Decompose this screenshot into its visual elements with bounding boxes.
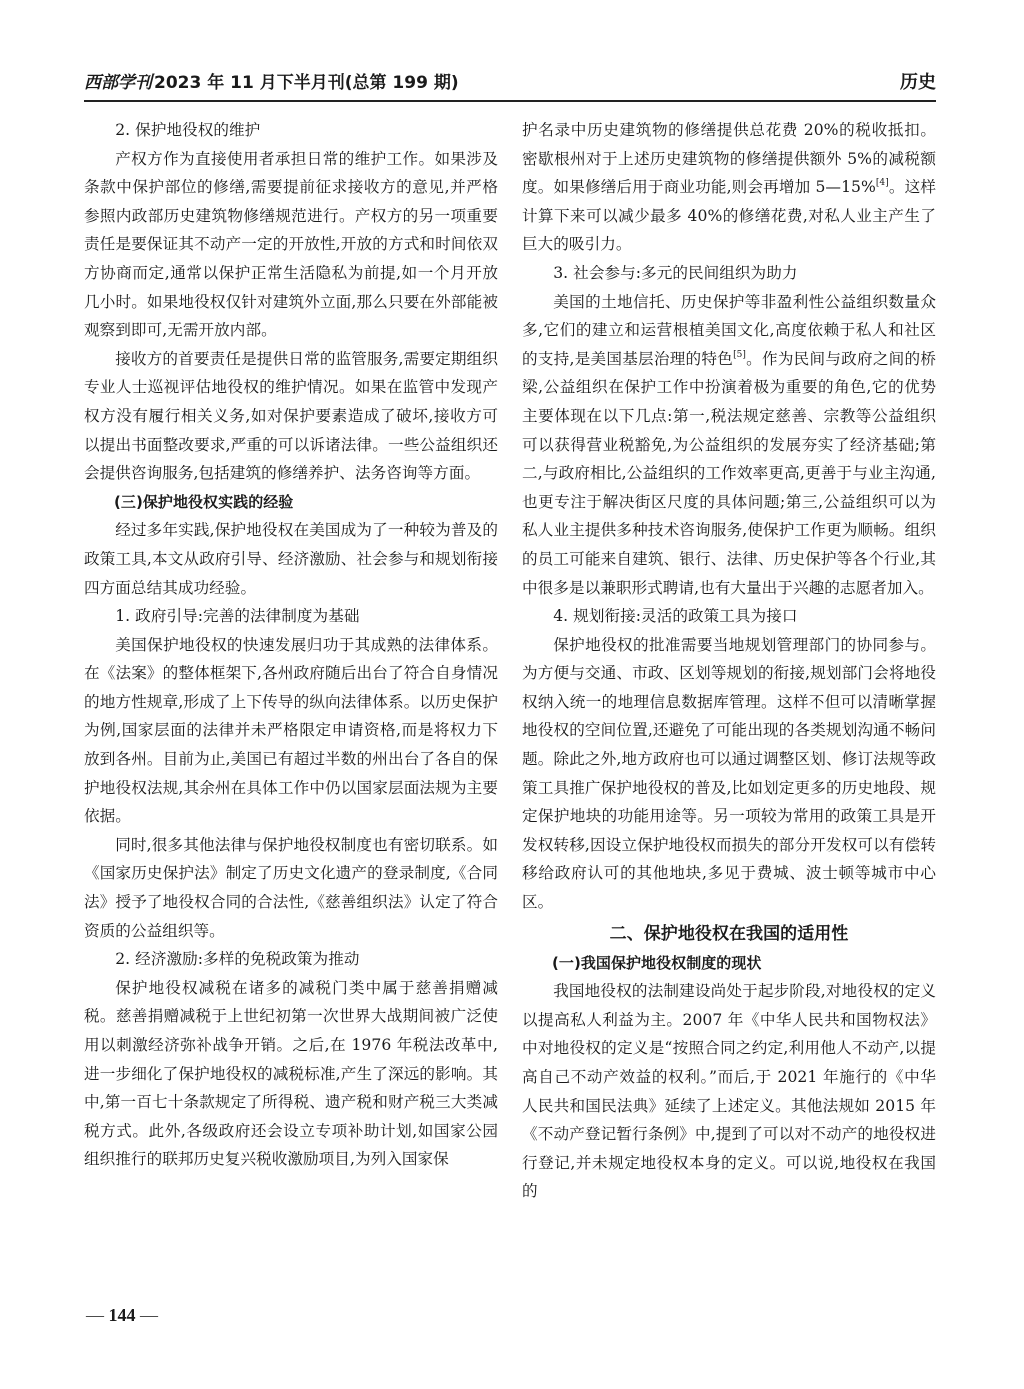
paragraph-text: 产权方作为直接使用者承担日常的维护工作。如果涉及条款中保护部位的修缮,需要提前征求接收方的意见,并严格参照内政部历史建筑物修缮规范进行。产权方的另一项重要责任是要保证其不动产一定的开放性,开放的方式和时间依双方协商而定,通常以保护正常生活隐私为前提,如一个月开放几小时。如果地役权仅针对建筑外立面,那么只要在外部能被观察到即可,无需开放内部。: [84, 149, 498, 340]
paragraph-text: 我国地役权的法制建设尚处于起步阶段,对地役权的定义以提高私人利益为主。2007 年《中华人民共和国物权法》中对地役权的定义是“按照合同之约定,利用他人不动产,以提高自己不动产效益的权利。”而后,于 2021 年施行的《中华人民共和国民法典》延续了上述定义。其他法规如 2015 年《不动产登记暂行条例》中,提到了可以对不动产的地役权进行登记,并未规定地役权本身的定义。可以说,地役权在我国的: [522, 982, 936, 1201]
sub-subsection-heading: [84, 945, 498, 974]
page-footer: — 144 —: [86, 1305, 158, 1325]
sub-subsection-heading: [522, 259, 936, 288]
paragraph-text: 经过多年实践,保护地役权在美国成为了一种较为普及的政策工具,本文从政府引导、经济激励、社会参与和规划衔接四方面总结其成功经验。: [84, 521, 498, 597]
paragraph-text: (一)我国保护地役权制度的现状: [552, 953, 762, 972]
left-column: [84, 116, 498, 1174]
paragraph-text: 同时,很多其他法律与保护地役权制度也有密切联系。如《国家历史保护法》制定了历史文化遗产的登录制度,《合同法》授予了地役权合同的合法性,《慈善组织法》认定了符合资质的公益组织等。: [84, 835, 498, 940]
body-paragraph: [522, 977, 936, 1206]
sub-subsection-heading: [522, 602, 936, 631]
page-number: 144: [108, 1305, 136, 1325]
sub-subsection-heading: [84, 602, 498, 631]
body-paragraph: [84, 831, 498, 945]
paragraph-text: 1. 政府引导:完善的法律制度为基础: [115, 607, 360, 626]
body-paragraph: [522, 116, 936, 259]
body-paragraph: [84, 516, 498, 602]
header-divider: [84, 100, 936, 102]
paragraph-text: 4. 规划衔接:灵活的政策工具为接口: [553, 607, 798, 626]
body-paragraph: [522, 631, 936, 917]
journal-name: 西部学刊: [84, 73, 152, 93]
paragraph-text: 2. 保护地役权的维护: [115, 121, 261, 139]
issue-label: 2023 年 11 月下半月刊(总第 199 期): [154, 73, 459, 93]
subsection-heading: [522, 949, 936, 978]
paragraph-text: 美国的土地信托、历史保护等非盈利性公益组织数量众多,它们的建立和运营根植美国文化,高度依赖于私人和社区的支持,是美国基层治理的特色: [522, 292, 936, 368]
section-heading: [522, 919, 936, 949]
citation-ref: [5]: [733, 349, 746, 360]
body-paragraph: [84, 631, 498, 831]
body-paragraph: [522, 288, 936, 603]
running-header: [84, 64, 936, 98]
paragraph-text: 二、保护地役权在我国的适用性: [609, 923, 849, 944]
body-paragraph: [84, 145, 498, 345]
paragraph-text: 2. 经济激励:多样的免税政策为推动: [115, 950, 360, 969]
body-paragraph: [84, 974, 498, 1174]
paragraph-text: 3. 社会参与:多元的民间组织为助力: [553, 263, 798, 282]
paragraph-text: 护名录中历史建筑物的修缮提供总花费 20%的税收抵扣。密歇根州对于上述历史建筑物的修缮提供额外 5%的减税额度。如果修缮后用于商业功能,则会再增加 5—15%: [522, 121, 936, 197]
body-paragraph: [84, 345, 498, 488]
paragraph-text: 接收方的首要责任是提供日常的监管服务,需要定期组织专业人士巡视评估地役权的维护情况。如果在监管中发现产权方没有履行相关义务,如对保护要素造成了破坏,接收方可以提出书面整改要求,严重的可以诉诸法律。一些公益组织还会提供咨询服务,包括建筑的修缮养护、法务咨询等方面。: [84, 349, 498, 483]
paragraph-text: 保护地役权的批准需要当地规划管理部门的协同参与。为方便与交通、市政、区划等规划的衔接,规划部门会将地役权纳入统一的地理信息数据库管理。这样不但可以清晰掌握地役权的空间位置,还避免了可能出现的各类规划沟通不畅问题。除此之外,地方政府也可以通过调整区划、修订法规等政策工具推广保护地役权的普及,比如划定更多的历史地段、规定保护地块的功能用途等。另一项较为常用的政策工具是开发权转移,因设立保护地役权而损失的部分开发权可以有偿转移给政府认可的其他地块,多见于费城、波士顿等城市中心区。: [522, 635, 936, 912]
journal-issue-info: [84, 68, 459, 93]
paragraph-text: (三)保护地役权实践的经验: [114, 492, 294, 511]
right-column: [522, 116, 936, 1206]
paragraph-text: 保护地役权减税在诸多的减税门类中属于慈善捐赠减税。慈善捐赠减税于上世纪初第一次世界大战期间被广泛使用以刺激经济弥补战争开销。之后,在 1976 年税法改革中,进一步细化了保护地役权的减税标准,产生了深远的影响。其中,第一百七十条款规定了所得税、遗产税和财产税三大类减税方式。此外,各级政府还会设立专项补助计划,如国家公园组织推行的联邦历史复兴税收激励项目,为列入国家保: [84, 978, 498, 1169]
section-label: 历史: [900, 72, 936, 93]
paragraph-text-continued: 。作为民间与政府之间的桥梁,公益组织在保护工作中扮演着极为重要的角色,它的优势主要体现在以下几点:第一,税法规定慈善、宗教等公益组织可以获得营业税豁免,为公益组织的发展夯实了经济基础;第二,与政府相比,公益组织的工作效率更高,更善于与业主沟通,也更专注于解决街区尺度的具体问题;第三,公益组织可以为私人业主提供多种技术咨询服务,使保护工作更为顺畅。组织的员工可能来自建筑、银行、法律、历史保护等各个行业,其中很多是以兼职形式聘请,也有大量出于兴趣的志愿者加入。: [522, 349, 936, 597]
subsection-heading: [84, 488, 498, 517]
paragraph-text-continued: 。这样计算下来可以减少最多 40%的修缮花费,对私人业主产生了巨大的吸引力。: [522, 178, 936, 254]
citation-ref: [4]: [875, 178, 889, 189]
paragraph-text: 美国保护地役权的快速发展归功于其成熟的法律体系。在《法案》的整体框架下,各州政府随后出台了符合自身情况的地方性规章,形成了上下传导的纵向法律体系。以历史保护为例,国家层面的法律并未严格限定申请资格,而是将权力下放到各州。目前为止,美国已有超过半数的州出台了各自的保护地役权法规,其余州在具体工作中仍以国家层面法规为主要依据。: [84, 635, 498, 826]
sub-subsection-heading: [84, 116, 498, 145]
